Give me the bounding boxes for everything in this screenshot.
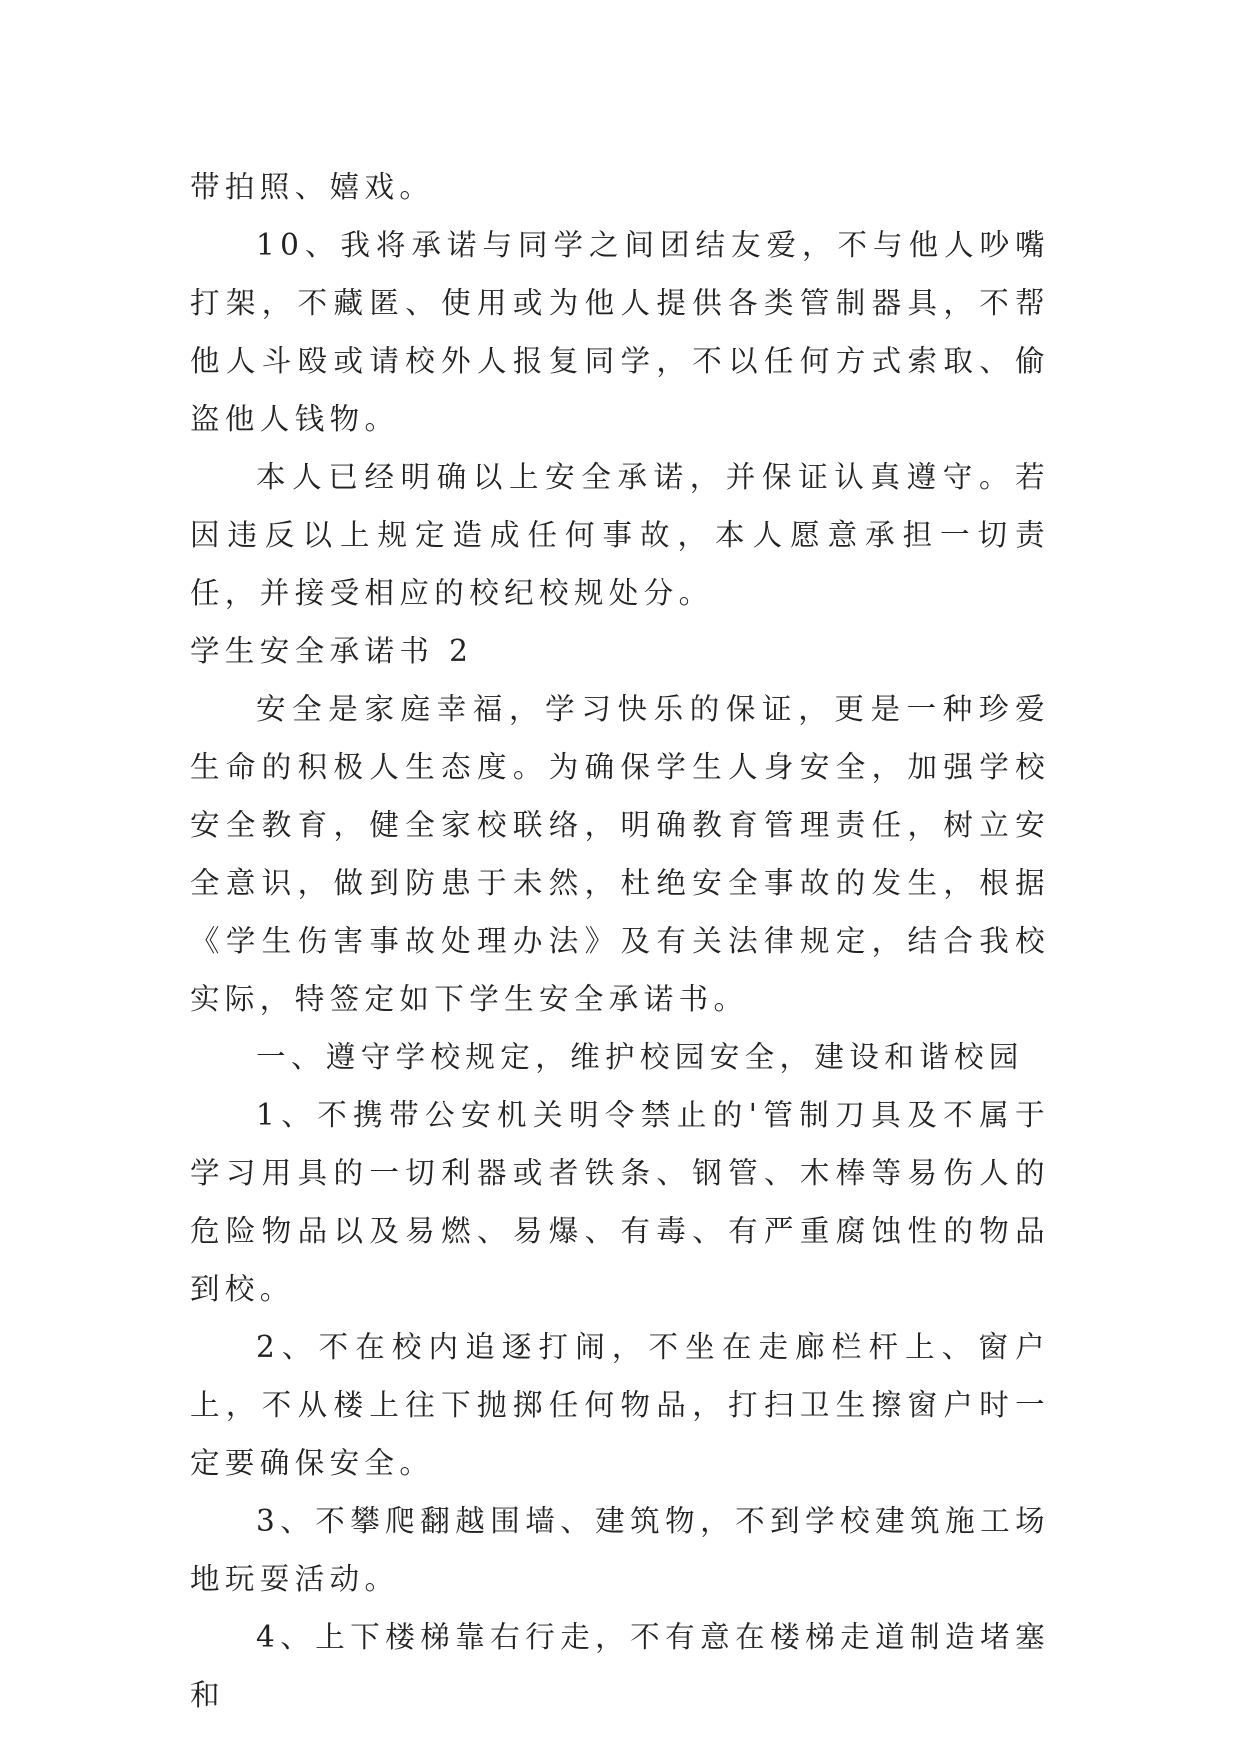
- paragraph-intro: 安全是家庭幸福，学习快乐的保证，更是一种珍爱生命的积极人生态度。为确保学生人身安全，加强学校安全教育，健全家校联络，明确教育管理责任，树立安全意识，做到防患于未然，杜绝安全事故的发生，根据《学生伤害事故处理办法》及有关法律规定，结合我校实际，特签定如下学生安全承诺书。: [190, 692, 1050, 1016]
- paragraph-item-2: 2、不在校内追逐打闹，不坐在走廊栏杆上、窗户上，不从楼上往下抛掷任何物品，打扫卫生擦窗户时一定要确保安全。: [190, 1330, 1050, 1480]
- document-body: [190, 158, 1050, 1724]
- paragraph-continuation: 带拍照、嬉戏。: [190, 170, 435, 204]
- paragraph-item-10: 10、我将承诺与同学之间团结友爱，不与他人吵嘴打架，不藏匿、使用或为他人提供各类管制器具，不帮他人斗殴或请校外人报复同学，不以任何方式索取、偷盗他人钱物。: [190, 228, 1050, 436]
- section-title: 学生安全承诺书 2: [190, 634, 474, 668]
- paragraph-section-one-heading: 一、遵守学校规定，维护校园安全，建设和谐校园: [256, 1040, 1024, 1074]
- paragraph-item-3: 3、不攀爬翻越围墙、建筑物，不到学校建筑施工场地玩耍活动。: [190, 1504, 1050, 1596]
- paragraph-item-1: 1、不携带公安机关明令禁止的'管制刀具及不属于学习用具的一切利器或者铁条、钢管、木棒等易伤人的危险物品以及易燃、易爆、有毒、有严重腐蚀性的物品到校。: [190, 1098, 1050, 1306]
- paragraph-pledge-statement: 本人已经明确以上安全承诺，并保证认真遵守。若因违反以上规定造成任何事故，本人愿意承担一切责任，并接受相应的校纪校规处分。: [190, 460, 1050, 610]
- paragraph-item-4: 4、上下楼梯靠右行走，不有意在楼梯走道制造堵塞和: [190, 1620, 1050, 1712]
